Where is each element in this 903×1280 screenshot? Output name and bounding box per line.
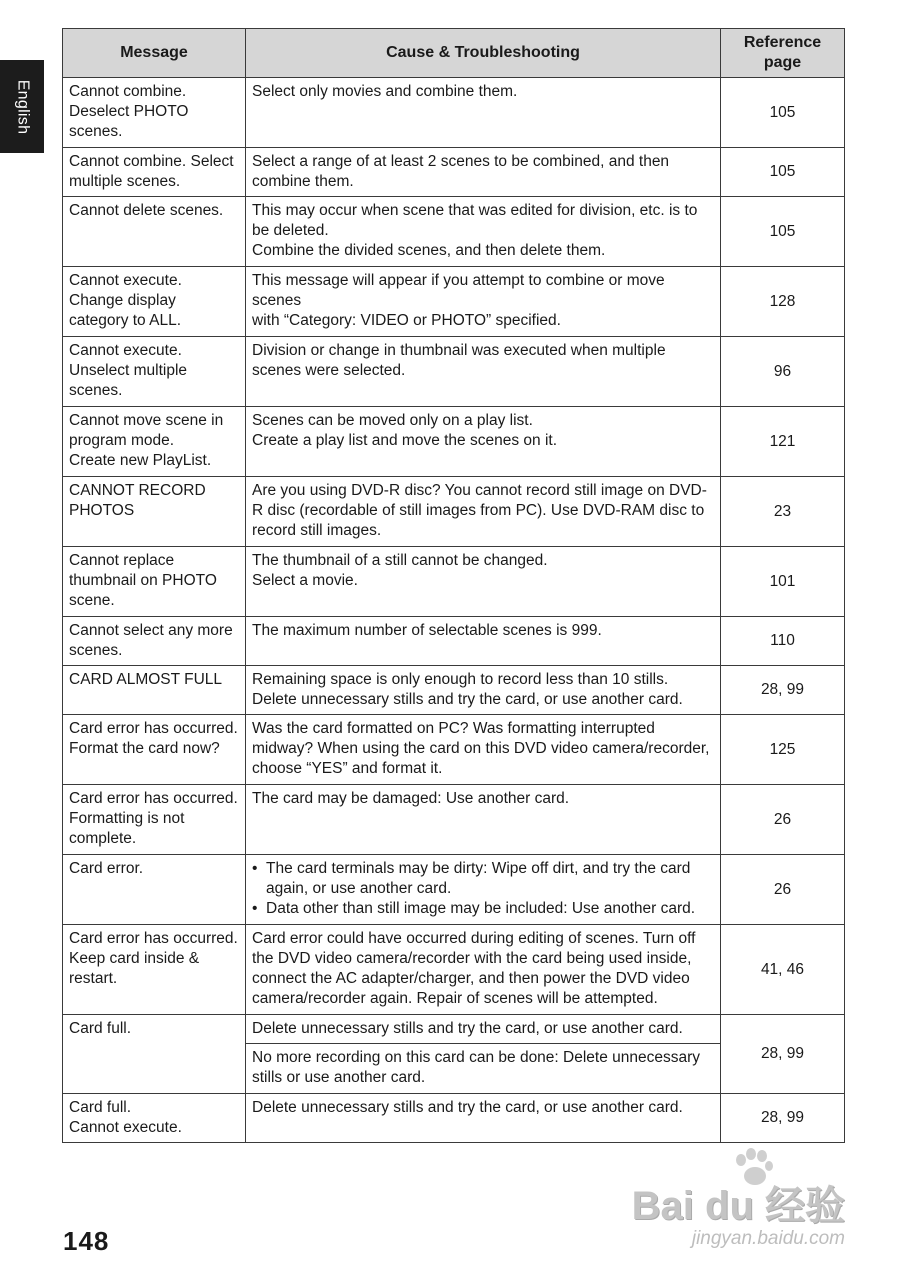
message-cell [63, 617, 246, 666]
text-line: The maximum number of selectable scenes is 999. [252, 622, 602, 639]
table-row [63, 1015, 845, 1044]
text-line: The thumbnail of a still cannot be changed. [252, 552, 548, 569]
bullet-text [266, 859, 690, 899]
reference-cell: 96 [721, 337, 845, 407]
text-line: The card terminals may be dirty: Wipe off dirt, and try the card [266, 860, 691, 877]
text-line: This may occur when scene that was edited for division, etc. is to [252, 202, 698, 219]
message-cell [63, 855, 246, 925]
text-line: R disc (recordable of still images from PC). Use DVD-RAM disc to [252, 502, 705, 519]
cause-cell [246, 407, 721, 477]
table-row [63, 78, 845, 148]
cause-cell [246, 666, 721, 715]
cause-cell [246, 715, 721, 785]
text-line: scenes. [69, 123, 123, 140]
text-line: scenes. [69, 642, 123, 659]
language-tab [0, 60, 44, 153]
reference-cell: 26 [721, 785, 845, 855]
reference-cell: 23 [721, 477, 845, 547]
reference-cell: 26 [721, 855, 845, 925]
bullet-mark: • [252, 900, 258, 917]
text-line: Card error. [69, 860, 144, 877]
text-line: Remaining space is only enough to record less than 10 stills. [252, 671, 669, 688]
text-line: Card error has occurred. [69, 930, 238, 947]
reference-cell: 41, 46 [721, 925, 845, 1015]
text-line: Select only movies and combine them. [252, 83, 518, 100]
reference-cell: 28, 99 [721, 1094, 845, 1143]
message-cell [63, 547, 246, 617]
reference-cell: 101 [721, 547, 845, 617]
message-cell [63, 477, 246, 547]
text-line: Card full. [69, 1099, 132, 1116]
reference-cell: 105 [721, 78, 845, 148]
text-line: Select a movie. [252, 572, 358, 589]
cause-cell [246, 197, 721, 267]
table-row [63, 407, 845, 477]
text-line: PHOTOS [69, 502, 135, 519]
text-line: Select a range of at least 2 scenes to be combined, and then [252, 153, 670, 170]
text-line: Card error could have occurred during editing of scenes. Turn off [252, 930, 696, 947]
table-row [63, 267, 845, 337]
message-cell [63, 715, 246, 785]
text-line: Create a play list and move the scenes on it. [252, 432, 557, 449]
cause-cell [246, 925, 721, 1015]
message-cell [63, 925, 246, 1015]
text-line: Card full. [69, 1020, 132, 1037]
text-line: complete. [69, 830, 137, 847]
text-line: stills or use another card. [252, 1069, 426, 1086]
cause-cell [246, 855, 721, 925]
text-line: Was the card formatted on PC? Was formatting interrupted [252, 720, 655, 737]
header-message: Message [63, 29, 246, 78]
page-number: 148 [63, 1226, 110, 1256]
table-header-row [63, 29, 845, 78]
text-line: Combine the divided scenes, and then delete them. [252, 242, 606, 259]
bullet-item [252, 899, 714, 919]
text-line: Cannot delete scenes. [69, 202, 224, 219]
text-line: again, or use another card. [266, 880, 452, 897]
text-line: Change display [69, 292, 176, 309]
text-line: thumbnail on PHOTO [69, 572, 217, 589]
cause-cell [246, 267, 721, 337]
cause-cell [246, 78, 721, 148]
message-table [62, 28, 845, 1143]
header-reference: Reference page [721, 29, 845, 78]
text-line: connect the AC adapter/charger, and then power the DVD video [252, 970, 690, 987]
message-cell [63, 148, 246, 197]
text-line: Delete unnecessary stills and try the card, or use another card. [252, 1099, 683, 1116]
bullet-mark: • [252, 860, 258, 877]
message-cell [63, 1094, 246, 1143]
text-line: Cannot combine. Select [69, 153, 234, 170]
text-line: record still images. [252, 522, 382, 539]
text-line: Cannot execute. [69, 272, 182, 289]
reference-cell: 125 [721, 715, 845, 785]
reference-cell: 105 [721, 197, 845, 267]
reference-cell: 105 [721, 148, 845, 197]
cause-cell [246, 547, 721, 617]
bullet-text [266, 899, 695, 919]
text-line: Delete unnecessary stills and try the card, or use another card. [252, 1020, 683, 1037]
message-cell [63, 267, 246, 337]
cause-cell [246, 1015, 721, 1044]
text-line: Cannot combine. [69, 83, 187, 100]
text-line: restart. [69, 970, 118, 987]
cause-cell [246, 785, 721, 855]
text-line: CANNOT RECORD [69, 482, 206, 499]
text-line: scene. [69, 592, 115, 609]
text-line: be deleted. [252, 222, 329, 239]
text-line: Cannot execute. [69, 342, 182, 359]
cause-cell [246, 1094, 721, 1143]
cause-cell [246, 1044, 721, 1094]
message-cell [63, 337, 246, 407]
text-line: Keep card inside & [69, 950, 200, 967]
text-line: Card error has occurred. [69, 720, 238, 737]
text-line: Scenes can be moved only on a play list. [252, 412, 533, 429]
table-row [63, 715, 845, 785]
cause-cell [246, 148, 721, 197]
text-line: Create new PlayList. [69, 452, 212, 469]
message-cell [63, 1015, 246, 1094]
text-line: camera/recorder again. Repair of scenes will be attempted. [252, 990, 658, 1007]
text-line: Unselect multiple [69, 362, 188, 379]
watermark-url: jingyan.baidu.com [691, 1228, 845, 1249]
text-line: Format the card now? [69, 740, 220, 757]
text-line: midway? When using the card on this DVD video camera/recorder, [252, 740, 710, 757]
cause-cell [246, 477, 721, 547]
cause-cell [246, 337, 721, 407]
text-line: the DVD video camera/recorder with the card being used inside, [252, 950, 692, 967]
text-line: Cannot move scene in [69, 412, 224, 429]
text-line: program mode. [69, 432, 175, 449]
text-line: Cannot select any more [69, 622, 233, 639]
table-row [63, 617, 845, 666]
reference-cell: 128 [721, 267, 845, 337]
text-line: Formatting is not [69, 810, 185, 827]
reference-cell: 121 [721, 407, 845, 477]
table-row [63, 855, 845, 925]
table-body [63, 78, 845, 1143]
watermark [631, 1148, 845, 1258]
text-line: category to ALL. [69, 312, 182, 329]
text-line: Data other than still image may be included: Use another card. [266, 900, 696, 917]
text-line: choose “YES” and format it. [252, 760, 443, 777]
header-cause: Cause & Troubleshooting [246, 29, 721, 78]
table-row [63, 148, 845, 197]
table-row [63, 197, 845, 267]
text-line: with “Category: VIDEO or PHOTO” specified. [252, 312, 561, 329]
reference-cell: 110 [721, 617, 845, 666]
text-line: multiple scenes. [69, 173, 181, 190]
text-line: No more recording on this card can be done: Delete unnecessary [252, 1049, 701, 1066]
text-line: Delete unnecessary stills and try the card, or use another card. [252, 691, 683, 708]
table-row [63, 925, 845, 1015]
text-line: scenes were selected. [252, 362, 406, 379]
text-line: scenes. [69, 382, 123, 399]
text-line: Cannot execute. [69, 1119, 182, 1136]
message-cell [63, 666, 246, 715]
table-row [63, 785, 845, 855]
watermark-logo: Bai du 经验 [631, 1184, 845, 1228]
bullet-item [252, 859, 714, 899]
text-line: The card may be damaged: Use another card. [252, 790, 570, 807]
table-row [63, 337, 845, 407]
message-cell [63, 197, 246, 267]
text-line: CARD ALMOST FULL [69, 671, 223, 688]
table-row [63, 666, 845, 715]
message-cell [63, 407, 246, 477]
language-label: English [14, 79, 32, 134]
text-line: Card error has occurred. [69, 790, 238, 807]
text-line: combine them. [252, 173, 354, 190]
text-line: Are you using DVD-R disc? You cannot record still image on DVD- [252, 482, 707, 499]
reference-cell: 28, 99 [721, 1015, 845, 1094]
table-row [63, 477, 845, 547]
text-line: Deselect PHOTO [69, 103, 189, 120]
reference-cell: 28, 99 [721, 666, 845, 715]
table-row [63, 547, 845, 617]
text-line: Division or change in thumbnail was executed when multiple [252, 342, 666, 359]
table-row [63, 1094, 845, 1143]
message-cell [63, 78, 246, 148]
message-cell [63, 785, 246, 855]
text-line: Cannot replace [69, 552, 175, 569]
text-line: This message will appear if you attempt to combine or move scenes [252, 272, 665, 309]
cause-cell [246, 617, 721, 666]
